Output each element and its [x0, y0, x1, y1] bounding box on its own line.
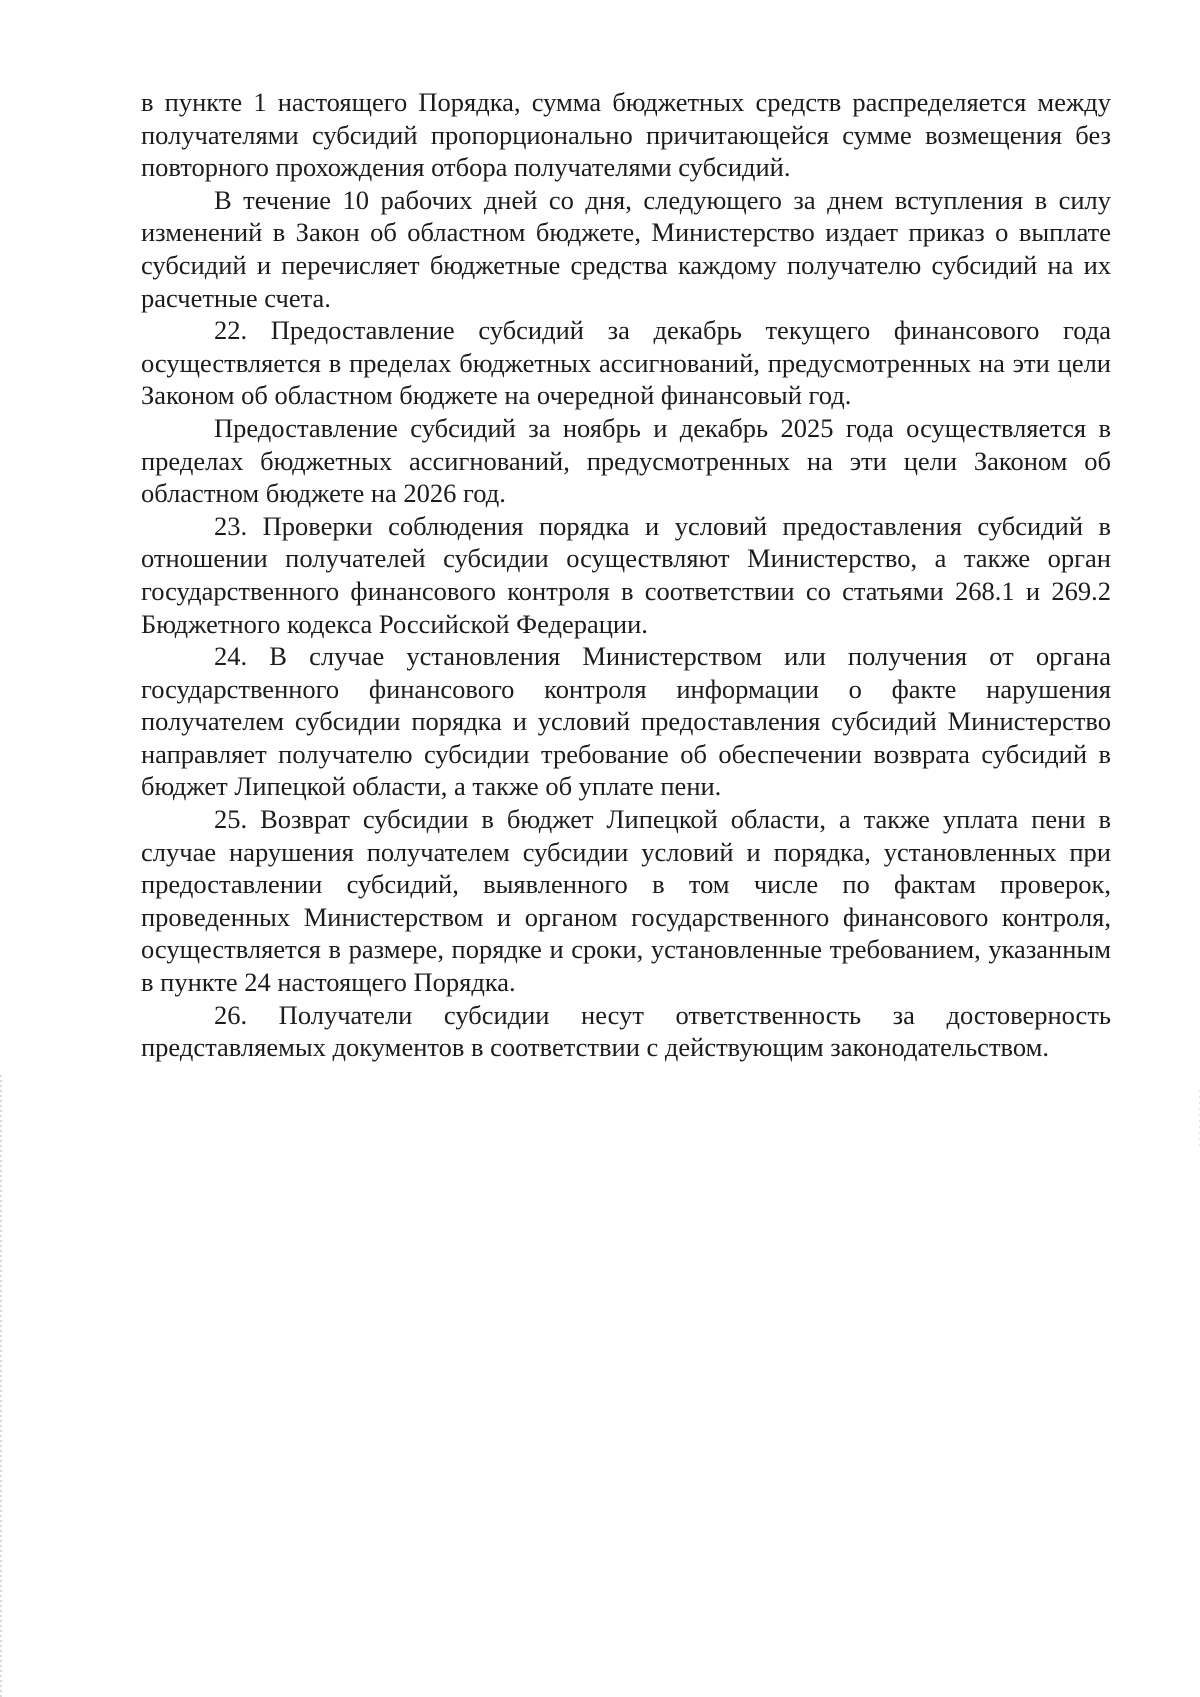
paragraph-26: 26. Получатели субсидии несут ответственность за достоверность представляемых документов в соответствии с действующим законодательством.: [141, 999, 1111, 1063]
document-body: [141, 86, 1111, 1064]
paragraph-payment-deadline: В течение 10 рабочих дней со дня, следующего за днем вступления в силу изменений в Закон об областном бюджете, Министерство издает приказ о выплате субсидий и перечисляет бюджетные средства каждому получателю субсидий на их расчетные счета.: [141, 184, 1111, 313]
paragraph-25: 25. Возврат субсидии в бюджет Липецкой области, а также уплата пени в случае нарушения получателем субсидии условий и порядка, установленных при предоставлении субсидий, выявленного в том числе по фактам проверок, проведенных Министерством и органом государственного финансового контроля, осуществляется в размере, порядке и сроки, установленные требованием, указанным в пункте 24 настоящего Порядка.: [141, 804, 1111, 998]
paragraph-24: 24. В случае установления Министерством или получения от органа государственного финансового контроля информации о факте нарушения получателем субсидии порядка и условий предоставления субсидий Министерство направляет получателю субсидии требование об обеспечении возврата субсидий в бюджет Липецкой области, а также об уплате пени.: [141, 641, 1111, 802]
paragraph-22: 22. Предоставление субсидий за декабрь текущего финансового года осуществляется в пределах бюджетных ассигнований, предусмотренных на эти цели Законом об областном бюджете на очередной финансовый год.: [141, 315, 1111, 411]
paragraph-continuation: в пункте 1 настоящего Порядка, сумма бюджетных средств распределяется между получателями субсидий пропорционально причитающейся сумме возмещения без повторного прохождения отбора получателями субсидий.: [141, 87, 1111, 183]
scan-edge-left: [0, 1075, 2, 1697]
paragraph-23: 23. Проверки соблюдения порядка и условий предоставления субсидий в отношении получателей субсидии осуществляют Министерство, а также орган государственного финансового контроля в соответствии со статьями 268.1 и 269.2 Бюджетного кодекса Российской Федерации.: [141, 510, 1111, 639]
paragraph-22-2025: Предоставление субсидий за ноябрь и декабрь 2025 года осуществляется в пределах бюджетных ассигнований, предусмотренных на эти цели Законом об областном бюджете на 2026 год.: [141, 412, 1111, 509]
